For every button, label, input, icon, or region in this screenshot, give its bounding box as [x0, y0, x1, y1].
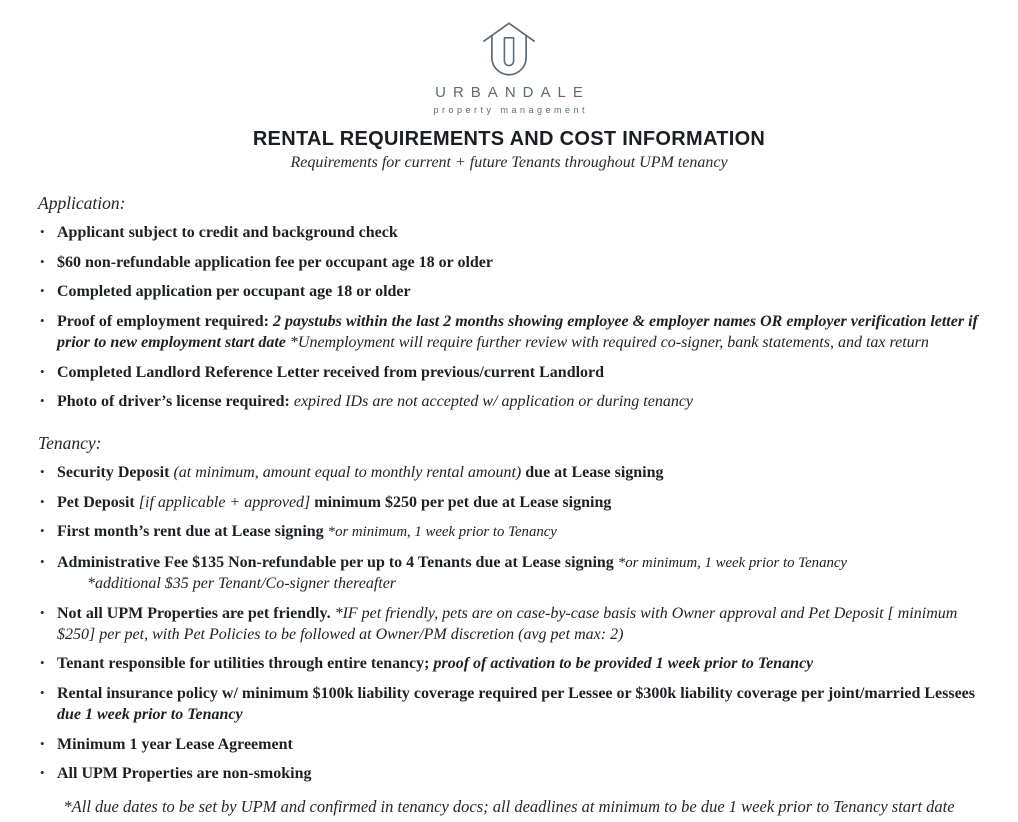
- text-segment: First month’s rent due at Lease signing: [57, 523, 328, 541]
- page-subtitle: Requirements for current + future Tenants throughout UPM tenancy: [290, 154, 728, 171]
- bullet-item: [38, 222, 982, 243]
- bullet-item: [38, 763, 982, 784]
- bullet-item: [38, 362, 982, 383]
- text-segment: due at Lease signing: [521, 464, 664, 482]
- house-outline-icon: [476, 18, 542, 80]
- text-segment: Minimum 1 year Lease Agreement: [57, 735, 293, 753]
- bullet-list: [38, 462, 982, 784]
- text-segment: expired IDs are not accepted w/ application or during tenancy: [293, 393, 694, 411]
- text-segment: *IF pet friendly, pets are on case-by-case basis with Owner approval and Pet Deposit [ minimum $250] per pet, with Pet Policies to be followed at Owner/PM discretion (avg pet max: 2): [57, 604, 958, 643]
- bullet-item: [38, 734, 982, 755]
- text-segment: *additional $35 per Tenant/Co-signer thereafter: [87, 575, 397, 593]
- text-segment: Rental insurance policy w/ minimum $100k liability coverage required per Lessee or $300k liability coverage per joint/married Lessees: [57, 684, 975, 702]
- bullet-item: [38, 281, 982, 302]
- bullet-item: [38, 311, 982, 353]
- text-segment: *or minimum, 1 week prior to Tenancy: [617, 554, 847, 571]
- page-title: RENTAL REQUIREMENTS AND COST INFORMATION: [252, 128, 766, 150]
- text-segment: Completed application per occupant age 18 or older: [57, 283, 411, 301]
- text-segment: All UPM Properties are non-smoking: [57, 765, 312, 783]
- content-sections: [0, 193, 1018, 784]
- text-segment: 2 paystubs within the last 2 months showing employee & employer names OR employer verification letter if prior to new employment start date: [57, 312, 978, 351]
- section-heading: Tenancy:: [38, 433, 102, 454]
- text-segment: minimum $250 per pet due at Lease signing: [310, 493, 612, 511]
- logo-block: [0, 18, 1018, 115]
- text-segment: [if applicable + approved]: [138, 493, 311, 511]
- brand-tagline: property management: [433, 105, 589, 115]
- bullet-list: [38, 222, 982, 412]
- text-segment: Not all UPM Properties are pet friendly.: [57, 604, 335, 622]
- text-segment: Completed Landlord Reference Letter received from previous/current Landlord: [57, 363, 605, 381]
- bullet-item: [38, 653, 982, 674]
- text-segment: $60 non-refundable application fee per occupant age 18 or older: [57, 253, 493, 271]
- bullet-item: [38, 521, 982, 543]
- text-segment: Administrative Fee $135 Non-refundable per up to 4 Tenants due at Lease signing: [57, 553, 618, 571]
- bullet-item: [38, 552, 982, 595]
- section-heading: Application:: [38, 193, 126, 213]
- bullet-item: [38, 683, 982, 725]
- text-segment: Pet Deposit: [57, 493, 139, 511]
- brand-name: URBANDALE: [435, 84, 590, 101]
- bullet-item: [38, 492, 982, 513]
- bullet-item: [38, 462, 982, 483]
- text-segment: Tenant responsible for utilities through entire tenancy;: [57, 655, 434, 673]
- text-segment: Proof of employment required:: [57, 312, 273, 330]
- text-segment: Security Deposit: [57, 464, 174, 482]
- footer-note: *All due dates to be set by UPM and confirmed in tenancy docs; all deadlines at minimum to be due 1 week prior to Tenancy start date: [63, 797, 955, 817]
- text-segment: (at minimum, amount equal to monthly rental amount): [173, 464, 522, 482]
- text-segment: due 1 week prior to Tenancy: [57, 706, 243, 724]
- text-segment: Applicant subject to credit and background check: [57, 224, 398, 241]
- bullet-item: [38, 252, 982, 273]
- bullet-item: [38, 603, 982, 645]
- text-segment: Photo of driver’s license required:: [57, 393, 294, 411]
- text-segment: *Unemployment will require further review with required co-signer, bank statements, and tax return: [289, 333, 929, 351]
- text-segment: proof of activation to be provided 1 week prior to Tenancy: [433, 655, 814, 673]
- bullet-item: [38, 391, 982, 412]
- text-segment: *or minimum, 1 week prior to Tenancy: [327, 524, 557, 541]
